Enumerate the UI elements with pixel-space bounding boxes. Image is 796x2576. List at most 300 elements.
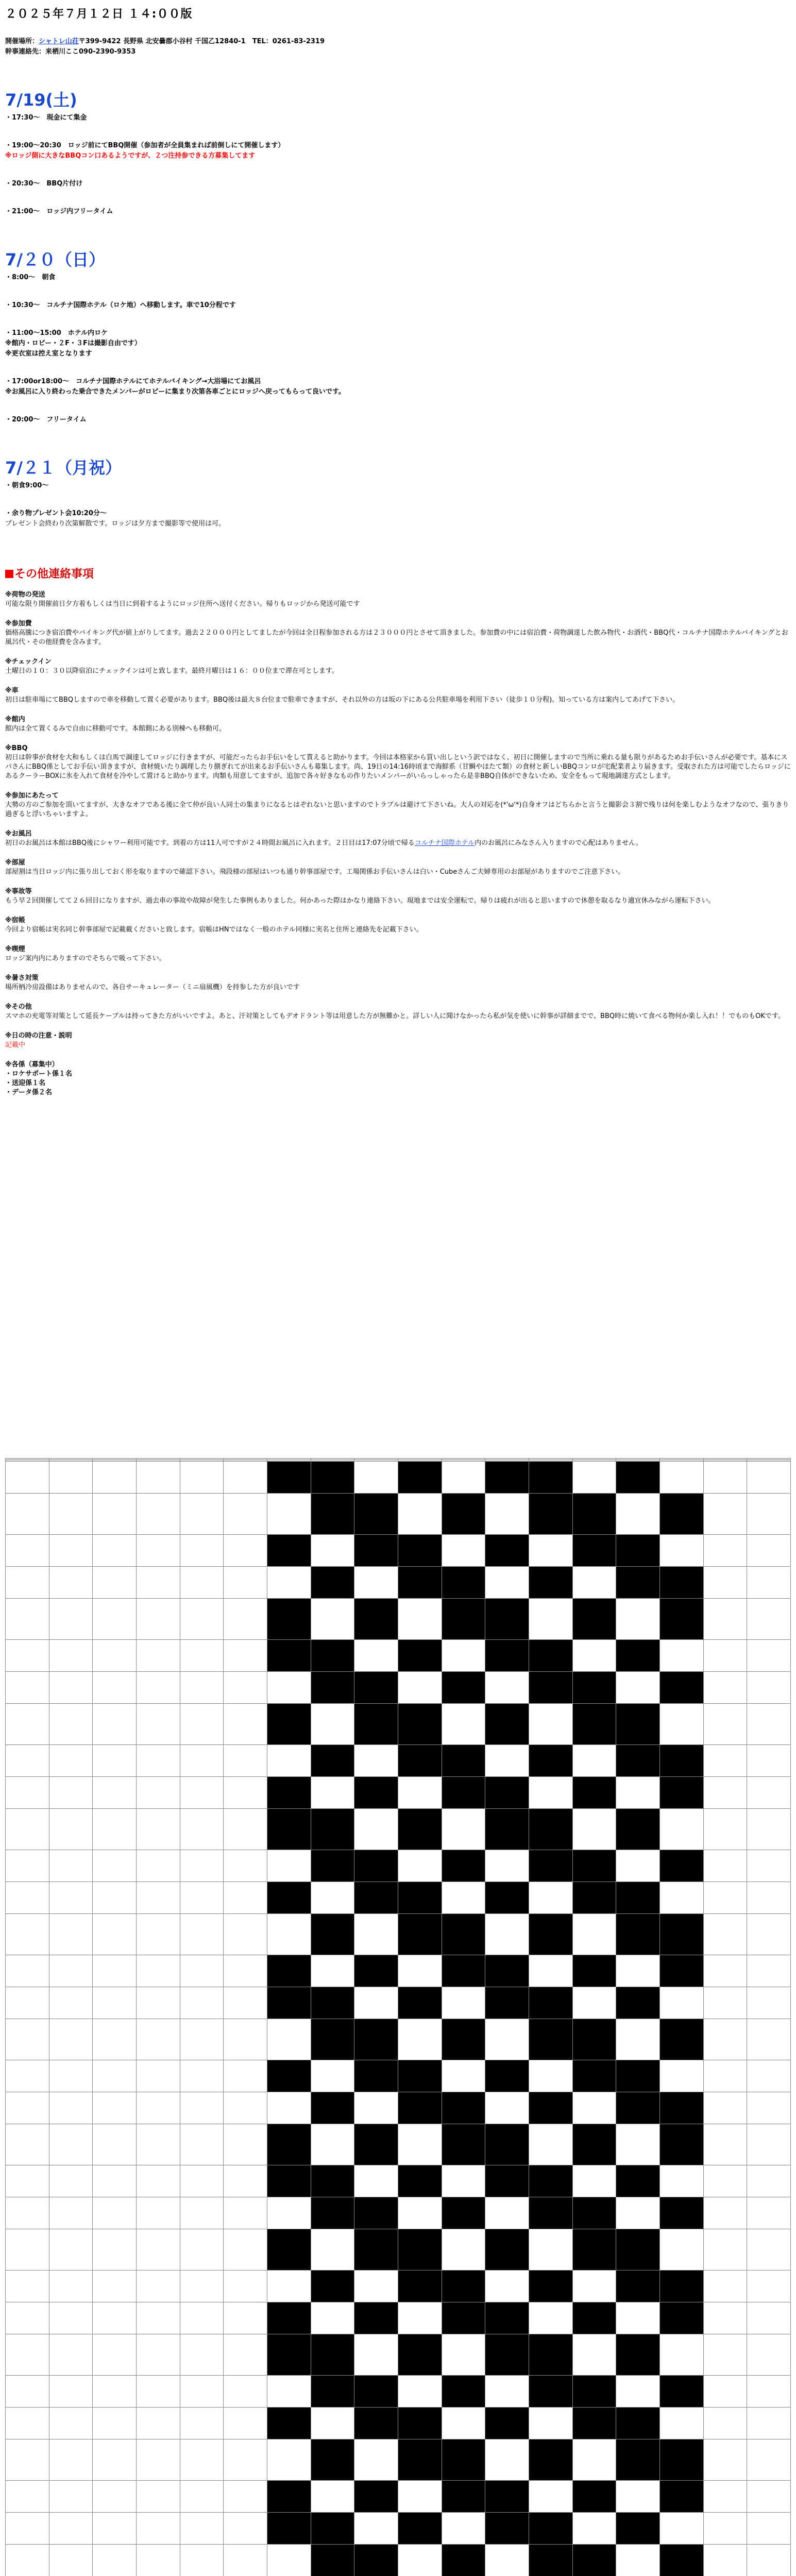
schedule-cell xyxy=(93,1955,137,1987)
schedule-cell xyxy=(93,2197,137,2229)
page-title: ２０２５年７月１２日 １４:００版 xyxy=(5,8,193,21)
schedule-cell xyxy=(703,2439,747,2481)
schedule-cell xyxy=(180,2481,224,2513)
schedule-cell xyxy=(180,1535,224,1567)
schedule-cell xyxy=(747,1914,791,1955)
schedule-cell xyxy=(136,1809,180,1850)
schedule-cell xyxy=(616,2513,660,2545)
schedule-cell xyxy=(136,2270,180,2302)
schedule-cell xyxy=(136,1704,180,1745)
schedule-cell xyxy=(747,1987,791,2019)
schedule-cell xyxy=(703,1809,747,1850)
schedule-cell xyxy=(180,2408,224,2439)
schedule-cell xyxy=(354,1672,398,1704)
schedule-cell xyxy=(224,1599,267,1640)
schedule-cell xyxy=(398,1599,442,1640)
schedule-cell xyxy=(529,2408,572,2439)
schedule-cell xyxy=(572,2060,616,2092)
schedule-cell xyxy=(49,1535,93,1567)
schedule-cell xyxy=(572,2513,616,2545)
schedule-cell xyxy=(572,1745,616,1777)
schedule-cell xyxy=(180,1882,224,1914)
schedule-cell xyxy=(180,1955,224,1987)
schedule-cell xyxy=(616,1777,660,1809)
schedule-cell xyxy=(659,1777,703,1809)
schedule-cell xyxy=(616,2334,660,2376)
schedule-cell xyxy=(485,2060,529,2092)
schedule-cell xyxy=(398,2439,442,2481)
schedule-cell xyxy=(267,2302,311,2334)
schedule-cell xyxy=(311,2092,354,2124)
schedule-cell xyxy=(529,1462,572,1494)
schedule-cell xyxy=(485,1535,529,1567)
schedule-cell xyxy=(136,2513,180,2545)
schedule-cell xyxy=(49,1640,93,1672)
schedule-cell xyxy=(572,1987,616,2019)
schedule-cell xyxy=(703,1914,747,1955)
schedule-cell xyxy=(616,1882,660,1914)
schedule-cell xyxy=(136,1462,180,1494)
schedule-cell xyxy=(572,1672,616,1704)
schedule-cell xyxy=(572,1462,616,1494)
schedule-cell xyxy=(311,1882,354,1914)
note-block: ※参加にあたって 大勢の方のご参加を頂いてますが、大きなオフである後に全て仲が良い人同士の集まりになるとはぞれないと思いますのでトラブルは避けて下さいね。大人の対応を(*'ω'*)自身オフはどちらかと言うと撮影会３割で残りは何を楽しむようなオフなので、張りきり過ぎると浮いちゃいますよ。 xyxy=(5,792,789,818)
schedule-cell xyxy=(354,1914,398,1955)
schedule-cell xyxy=(136,2302,180,2334)
schedule-cell xyxy=(136,2376,180,2408)
schedule-cell xyxy=(6,1745,49,1777)
schedule-cell xyxy=(659,1704,703,1745)
schedule-cell xyxy=(180,1462,224,1494)
schedule-cell xyxy=(703,2302,747,2334)
schedule-cell xyxy=(659,2229,703,2270)
schedule-cell xyxy=(49,2545,93,2576)
schedule-cell xyxy=(224,2376,267,2408)
schedule-cell xyxy=(136,1850,180,1882)
schedule-cell xyxy=(529,1494,572,1535)
schedule-cell xyxy=(49,2376,93,2408)
schedule-cell xyxy=(398,2270,442,2302)
schedule-cell xyxy=(442,1535,485,1567)
schedule-cell xyxy=(6,2481,49,2513)
schedule-cell xyxy=(616,2302,660,2334)
schedule-cell xyxy=(572,1850,616,1882)
schedule-cell xyxy=(659,2270,703,2302)
schedule-cell xyxy=(442,1494,485,1535)
schedule-cell xyxy=(49,1777,93,1809)
schedule-cell xyxy=(442,1914,485,1955)
schedule-cell xyxy=(180,2124,224,2165)
schedule-cell xyxy=(659,1672,703,1704)
schedule-cell xyxy=(747,2019,791,2060)
schedule-row xyxy=(6,2334,791,2376)
note-block: ※暑さ対策 場所柄冷房設備はありませんので、各自サーキュレーター（ミニ扇風機）を持参した方が良いです xyxy=(5,974,300,991)
schedule-cell xyxy=(616,2229,660,2270)
schedule-cell xyxy=(267,1599,311,1640)
schedule-cell xyxy=(267,1704,311,1745)
schedule-cell xyxy=(6,2270,49,2302)
schedule-cell xyxy=(354,1704,398,1745)
schedule-cell xyxy=(485,1745,529,1777)
schedule-cell xyxy=(267,2060,311,2092)
schedule-cell xyxy=(267,2376,311,2408)
schedule-cell xyxy=(572,1599,616,1640)
schedule-cell xyxy=(442,1882,485,1914)
schedule-cell xyxy=(659,2019,703,2060)
schedule-row xyxy=(6,2481,791,2513)
schedule-cell xyxy=(93,1850,137,1882)
schedule-cell xyxy=(6,2165,49,2197)
roles-note: ※各係（募集中） ・ロケサポート係１名 ・送迎係１名 ・データ係２名 xyxy=(5,1061,73,1096)
schedule-cell xyxy=(49,2229,93,2270)
schedule-cell xyxy=(747,1809,791,1850)
schedule-cell xyxy=(442,2513,485,2545)
schedule-row xyxy=(6,1494,791,1535)
schedule-cell xyxy=(398,2229,442,2270)
schedule-cell xyxy=(398,2408,442,2439)
schedule-cell xyxy=(180,2439,224,2481)
schedule-cell xyxy=(747,1494,791,1535)
schedule-cell xyxy=(529,1704,572,1745)
schedule-cell xyxy=(136,2439,180,2481)
schedule-cell xyxy=(136,2165,180,2197)
schedule-cell xyxy=(224,2481,267,2513)
schedule-cell xyxy=(747,2439,791,2481)
schedule-row xyxy=(6,1672,791,1704)
schedule-cell xyxy=(354,1599,398,1640)
check-note: ※日の時の注意・説明 記載中 xyxy=(5,1032,72,1049)
schedule-cell xyxy=(267,2019,311,2060)
schedule-row xyxy=(6,2165,791,2197)
schedule-cell xyxy=(267,1672,311,1704)
schedule-cell xyxy=(442,2197,485,2229)
schedule-cell xyxy=(6,2334,49,2376)
schedule-cell xyxy=(442,2376,485,2408)
schedule-cell xyxy=(703,1640,747,1672)
other-section-title: その他連絡事項 xyxy=(5,565,791,581)
schedule-cell xyxy=(529,1745,572,1777)
schedule-cell xyxy=(93,1567,137,1599)
schedule-cell xyxy=(572,2376,616,2408)
schedule-cell xyxy=(311,1777,354,1809)
schedule-cell xyxy=(49,1462,93,1494)
schedule-cell xyxy=(354,2165,398,2197)
schedule-cell xyxy=(224,2197,267,2229)
schedule-cell xyxy=(93,2302,137,2334)
schedule-cell xyxy=(6,2545,49,2576)
schedule-cell xyxy=(398,1987,442,2019)
schedule-cell xyxy=(93,1987,137,2019)
schedule-cell xyxy=(616,1955,660,1987)
schedule-cell xyxy=(529,1567,572,1599)
schedule-cell xyxy=(747,2408,791,2439)
schedule-cell xyxy=(442,1704,485,1745)
schedule-cell xyxy=(616,1535,660,1567)
schedule-cell xyxy=(442,2270,485,2302)
schedule-cell xyxy=(136,1882,180,1914)
schedule-cell xyxy=(224,1745,267,1777)
schedule-cell xyxy=(267,2092,311,2124)
schedule-cell xyxy=(93,2270,137,2302)
schedule-cell xyxy=(180,1672,224,1704)
schedule-cell xyxy=(703,2019,747,2060)
schedule-cell xyxy=(311,1494,354,1535)
schedule-cell xyxy=(311,1672,354,1704)
schedule-cell xyxy=(703,1462,747,1494)
schedule-cell xyxy=(703,1987,747,2019)
schedule-cell xyxy=(659,1987,703,2019)
schedule-cell xyxy=(311,2513,354,2545)
schedule-cell xyxy=(267,2408,311,2439)
schedule-cell xyxy=(6,1535,49,1567)
schedule-cell xyxy=(659,1567,703,1599)
schedule-cell xyxy=(311,2302,354,2334)
schedule-cell xyxy=(659,1850,703,1882)
schedule-cell xyxy=(6,2092,49,2124)
schedule-cell xyxy=(49,1599,93,1640)
schedule-cell xyxy=(311,1955,354,1987)
schedule-cell xyxy=(180,2019,224,2060)
schedule-cell xyxy=(747,2197,791,2229)
schedule-cell xyxy=(747,1535,791,1567)
schedule-cell xyxy=(224,1704,267,1745)
schedule-row xyxy=(6,1914,791,1955)
schedule-cell xyxy=(616,2197,660,2229)
schedule-cell xyxy=(180,2545,224,2576)
note-block: ※チェックイン 土曜日の１０：３０以降宿泊にチェックインは可と致します。最終月曜日は１６：００位まで滞在可とします。 xyxy=(5,658,338,675)
schedule-cell xyxy=(49,1567,93,1599)
schedule-cell xyxy=(659,2334,703,2376)
schedule-cell xyxy=(267,2439,311,2481)
schedule-cell xyxy=(93,1745,137,1777)
schedule-cell xyxy=(311,2165,354,2197)
schedule-cell xyxy=(616,1704,660,1745)
schedule-cell xyxy=(485,1777,529,1809)
schedule-cell xyxy=(616,1640,660,1672)
day2-item: ・8:00～ 朝食 xyxy=(5,274,56,281)
schedule-cell xyxy=(354,2513,398,2545)
schedule-cell xyxy=(398,1882,442,1914)
schedule-cell xyxy=(442,1567,485,1599)
schedule-cell xyxy=(354,1494,398,1535)
schedule-cell xyxy=(485,2197,529,2229)
schedule-cell xyxy=(659,2408,703,2439)
schedule-cell xyxy=(659,2513,703,2545)
day3-item: ・余り物プレゼント会10:20分～ xyxy=(5,510,107,517)
schedule-cell xyxy=(572,1777,616,1809)
schedule-cell xyxy=(354,2060,398,2092)
schedule-cell xyxy=(659,2165,703,2197)
schedule-cell xyxy=(485,1567,529,1599)
schedule-cell xyxy=(747,1745,791,1777)
schedule-cell xyxy=(398,2481,442,2513)
schedule-cell xyxy=(659,1809,703,1850)
schedule-cell xyxy=(49,1672,93,1704)
schedule-cell xyxy=(136,2197,180,2229)
schedule-row xyxy=(6,1462,791,1494)
schedule-cell xyxy=(703,1535,747,1567)
schedule-cell xyxy=(398,1850,442,1882)
schedule-cell xyxy=(93,2408,137,2439)
schedule-cell xyxy=(703,1494,747,1535)
schedule-cell xyxy=(136,2124,180,2165)
schedule-cell xyxy=(703,2334,747,2376)
schedule-cell xyxy=(572,1640,616,1672)
schedule-cell xyxy=(529,2376,572,2408)
schedule-cell xyxy=(442,1599,485,1640)
schedule-row xyxy=(6,2092,791,2124)
schedule-cell xyxy=(6,1599,49,1640)
note-block: ※その他 スマホの充電等対策として延長ケーブルは持ってきた方がいいですよ。あと、汗対策としてもデオドラント等は用意した方が無難かと。詳しい人に聞けなかったら私が気を使いに幹事が詳細までで、BBQ時に焼いて食べる物何か楽し入れ！！でものもOKです。 xyxy=(5,1003,785,1020)
schedule-cell xyxy=(224,2439,267,2481)
note-block: ※喫煙 ロッジ案内内にありますのでそちらで吸って下さい。 xyxy=(5,945,166,962)
schedule-cell xyxy=(6,1914,49,1955)
schedule-cell xyxy=(529,2060,572,2092)
schedule-cell xyxy=(485,1882,529,1914)
schedule-cell xyxy=(354,1809,398,1850)
schedule-cell xyxy=(6,2124,49,2165)
schedule-cell xyxy=(616,2376,660,2408)
schedule-cell xyxy=(572,2092,616,2124)
schedule-cell xyxy=(311,1914,354,1955)
schedule-cell xyxy=(703,2229,747,2270)
schedule-cell xyxy=(703,2376,747,2408)
note-block: ※館内 館内は全て置くるみで自由に移動可です。本館側にある別棟へも移動可。 xyxy=(5,716,226,733)
schedule-cell xyxy=(267,1955,311,1987)
schedule-cell xyxy=(703,2197,747,2229)
day1-item: ・20:30～ BBQ片付け xyxy=(5,180,83,188)
notes-list xyxy=(5,590,791,1021)
schedule-row xyxy=(6,2019,791,2060)
schedule-cell xyxy=(180,2092,224,2124)
schedule-cell xyxy=(442,2439,485,2481)
schedule-cell xyxy=(49,1745,93,1777)
schedule-cell xyxy=(93,1914,137,1955)
schedule-cell xyxy=(442,2165,485,2197)
schedule-cell xyxy=(311,1535,354,1567)
schedule-cell xyxy=(616,1567,660,1599)
schedule-cell xyxy=(93,1672,137,1704)
schedule-row xyxy=(6,1745,791,1777)
schedule-cell xyxy=(224,2124,267,2165)
schedule-cell xyxy=(224,2270,267,2302)
schedule-cell xyxy=(485,2019,529,2060)
schedule-cell xyxy=(442,1640,485,1672)
schedule-cell xyxy=(267,1745,311,1777)
schedule-cell xyxy=(572,2165,616,2197)
schedule-cell xyxy=(224,2229,267,2270)
schedule-cell xyxy=(354,2334,398,2376)
schedule-cell xyxy=(747,2334,791,2376)
hotel-link[interactable]: コルチナ国際ホテル xyxy=(414,839,475,847)
schedule-row xyxy=(6,2124,791,2165)
schedule-cell xyxy=(398,1745,442,1777)
schedule-cell xyxy=(659,2092,703,2124)
schedule-cell xyxy=(747,1704,791,1745)
schedule-row xyxy=(6,2302,791,2334)
schedule-cell xyxy=(485,2481,529,2513)
note-block: ※荷物の発送 可能な限り開催前日夕方着もしくは当日に到着するようにロッジ住所へ送付ください。帰りもロッジから発送可能です xyxy=(5,591,360,608)
schedule-cell xyxy=(398,1672,442,1704)
schedule-row xyxy=(6,1599,791,1640)
schedule-cell xyxy=(703,2124,747,2165)
note-block: ※部屋 部屋割は当日ロッジ内に張り出しておく形を取りますので確認下さい。飛段様の部屋はいつも通り幹事部屋です。工場関係お手伝いさんは白い・Cubeさんご夫婦専用のお部屋がありますのでご注意下さい。 xyxy=(5,859,625,876)
schedule-cell xyxy=(572,2439,616,2481)
note-block: ※お風呂 初日のお風呂は本館はBBQ後にシャワー利用可能です。到着の方は11人可ですが２４時間お風呂に入れます。２日目は17:07分頃で帰るコルチナ国際ホテル内のお風呂にみなさん入りますので心配はありません。 xyxy=(5,830,642,847)
schedule-cell xyxy=(572,2197,616,2229)
schedule-cell xyxy=(224,1672,267,1704)
schedule-cell xyxy=(747,1850,791,1882)
schedule-cell xyxy=(398,2513,442,2545)
schedule-cell xyxy=(354,1777,398,1809)
schedule-cell xyxy=(224,1914,267,1955)
schedule-cell xyxy=(93,2060,137,2092)
schedule-cell xyxy=(485,2439,529,2481)
schedule-cell xyxy=(180,2197,224,2229)
schedule-cell xyxy=(180,1777,224,1809)
schedule-cell xyxy=(224,2513,267,2545)
schedule-cell xyxy=(180,1850,224,1882)
schedule-cell xyxy=(354,2408,398,2439)
schedule-cell xyxy=(616,1914,660,1955)
schedule-cell xyxy=(659,1955,703,1987)
schedule-cell xyxy=(659,1599,703,1640)
schedule-cell xyxy=(529,1955,572,1987)
schedule-cell xyxy=(659,1535,703,1567)
schedule-cell xyxy=(311,1704,354,1745)
schedule-cell xyxy=(354,2376,398,2408)
schedule-cell xyxy=(224,1640,267,1672)
schedule-cell xyxy=(93,1640,137,1672)
schedule-cell xyxy=(529,2124,572,2165)
schedule-cell xyxy=(49,2060,93,2092)
schedule-cell xyxy=(311,1599,354,1640)
schedule-cell xyxy=(659,1640,703,1672)
schedule-cell xyxy=(485,2334,529,2376)
schedule-cell xyxy=(529,1535,572,1567)
schedule-cell xyxy=(398,2019,442,2060)
day3-item: ・朝食9:00～ xyxy=(5,482,49,489)
schedule-cell xyxy=(136,2019,180,2060)
schedule-cell xyxy=(49,2439,93,2481)
schedule-cell xyxy=(703,2270,747,2302)
schedule-cell xyxy=(485,1987,529,2019)
schedule-cell xyxy=(398,2302,442,2334)
day2-title: 7/２０（日） xyxy=(5,250,105,269)
schedule-cell xyxy=(485,2545,529,2576)
schedule-cell xyxy=(703,2513,747,2545)
schedule-cell xyxy=(442,1955,485,1987)
schedule-cell xyxy=(616,2124,660,2165)
venue-label: 開催場所： xyxy=(5,38,39,45)
schedule-cell xyxy=(49,2513,93,2545)
schedule-cell xyxy=(49,2302,93,2334)
schedule-cell xyxy=(354,2124,398,2165)
schedule-cell xyxy=(136,1535,180,1567)
schedule-cell xyxy=(6,2229,49,2270)
schedule-cell xyxy=(136,1777,180,1809)
schedule-cell xyxy=(572,2481,616,2513)
schedule-cell xyxy=(747,2270,791,2302)
schedule-cell xyxy=(180,1704,224,1745)
schedule-row xyxy=(6,2545,791,2576)
schedule-cell xyxy=(311,2481,354,2513)
schedule-cell xyxy=(180,1567,224,1599)
schedule-cell xyxy=(398,1462,442,1494)
schedule-cell xyxy=(354,2197,398,2229)
venue-link[interactable]: シャトレ山荘 xyxy=(39,38,79,45)
schedule-cell xyxy=(398,1809,442,1850)
